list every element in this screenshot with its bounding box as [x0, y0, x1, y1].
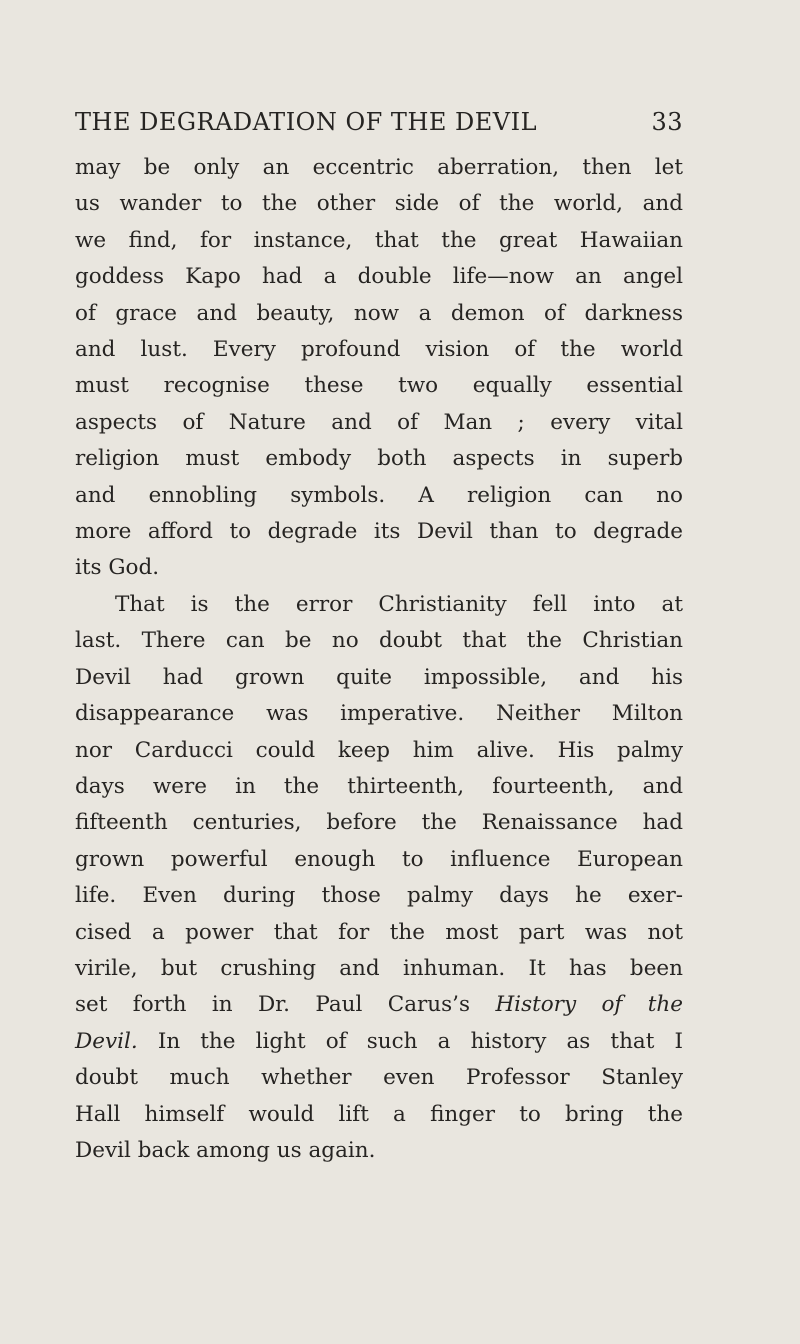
text-line: grown powerful enough to influence European	[75, 846, 683, 872]
text-line: virile, but crushing and inhuman. It has been	[75, 955, 683, 981]
text-fragment: set forth in Dr. Paul Carus’s	[75, 992, 471, 1018]
text-line-with-italic-title	[75, 1024, 683, 1060]
book-title-italic: Devil.	[75, 1028, 138, 1054]
text-line: cised a power that for the most part was not	[75, 919, 683, 945]
text-line: life. Even during those palmy days he exer-	[75, 883, 683, 909]
running-head-title: THE DEGRADATION OF THE DEVIL	[75, 108, 538, 136]
text-line: us wander to the other side of the world, and	[75, 191, 683, 217]
text-line: That is the error Christianity fell into at	[115, 591, 683, 617]
text-line: religion must embody both aspects in superb	[75, 446, 683, 472]
book-page	[75, 104, 683, 1169]
text-line: more afford to degrade its Devil than to degrade	[75, 519, 683, 545]
text-line: Devil back among us again.	[75, 1137, 376, 1163]
text-line: aspects of Nature and of Man ; every vital	[75, 409, 683, 435]
text-line-with-italic-title	[75, 987, 683, 1023]
book-title-italic: History of the	[495, 992, 683, 1018]
text-line: disappearance was imperative. Neither Milton	[75, 701, 683, 727]
running-head	[75, 104, 683, 140]
text-fragment: In the light of such a history as that I	[157, 1028, 683, 1054]
text-line: and lust. Every profound vision of the world	[75, 337, 683, 363]
text-line: doubt much whether even Professor Stanley	[75, 1065, 683, 1091]
text-line: nor Carducci could keep him alive. His palmy	[75, 737, 683, 763]
text-line: Hall himself would lift a finger to bring the	[75, 1101, 683, 1127]
text-line: must recognise these two equally essential	[75, 373, 683, 399]
text-line: last. There can be no doubt that the Christian	[75, 628, 683, 654]
text-line: of grace and beauty, now a demon of darkness	[75, 300, 683, 326]
text-line: goddess Kapo had a double life—now an angel	[75, 264, 683, 290]
text-line: may be only an eccentric aberration, then let	[75, 155, 683, 180]
text-line: its God.	[75, 555, 160, 581]
text-line: days were in the thirteenth, fourteenth, and	[75, 773, 683, 799]
body-text	[75, 150, 683, 1169]
text-line: fifteenth centuries, before the Renaissance had	[75, 810, 683, 836]
text-line: and ennobling symbols. A religion can no	[75, 482, 683, 508]
text-line: Devil had grown quite impossible, and his	[75, 664, 683, 690]
text-line: we find, for instance, that the great Hawaiian	[75, 227, 683, 253]
page-number: 33	[651, 108, 683, 136]
